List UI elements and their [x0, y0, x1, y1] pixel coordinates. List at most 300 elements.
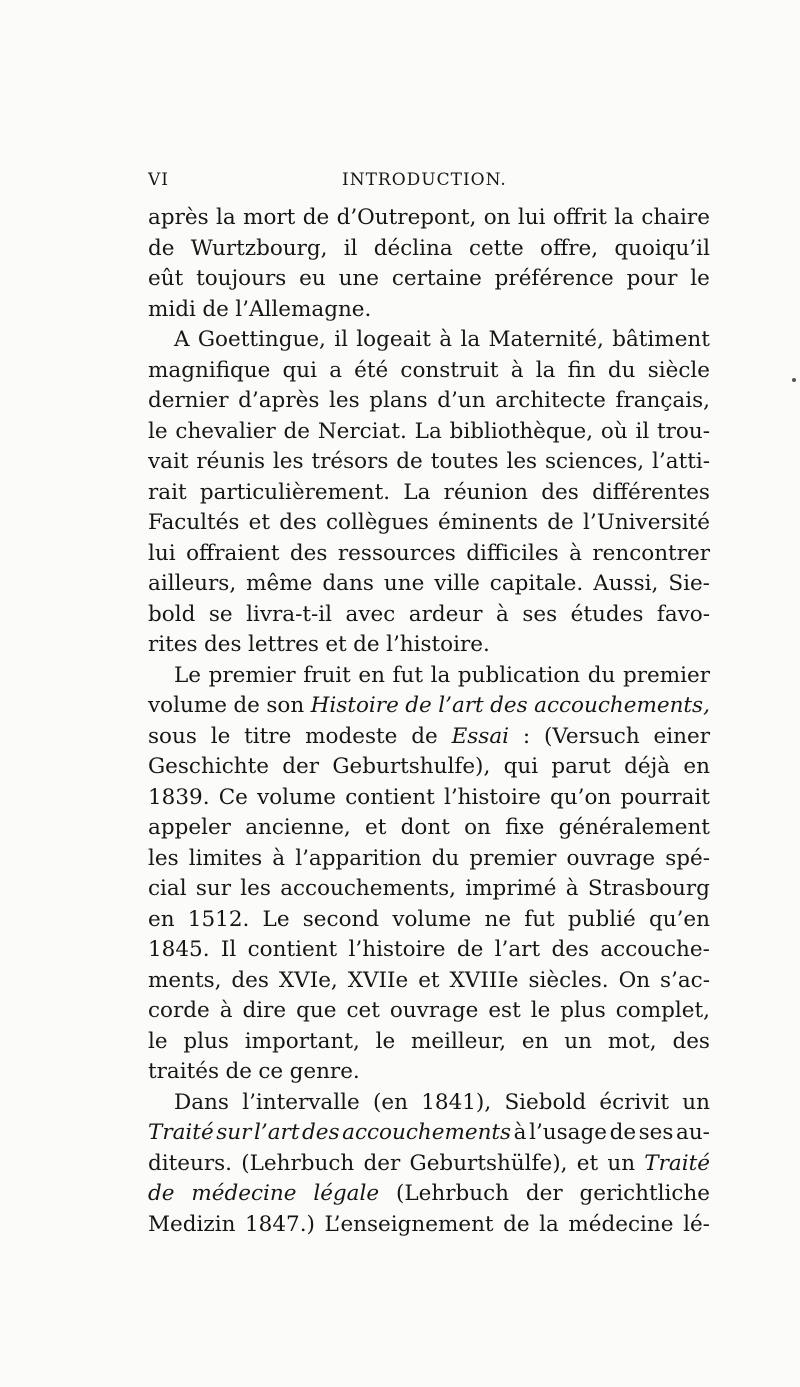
word: à: [513, 1120, 527, 1145]
word: la: [535, 357, 556, 383]
word: publication: [457, 662, 581, 688]
word: Aussi,: [593, 571, 659, 596]
word: modeste: [305, 723, 398, 749]
word: et: [325, 632, 347, 657]
running-title: INTRODUCTION.: [342, 170, 507, 190]
word: des: [279, 510, 317, 535]
word: des: [551, 937, 589, 962]
word: la: [216, 205, 236, 230]
word: premier: [469, 845, 557, 871]
word: en: [521, 1028, 549, 1054]
word: de: [411, 723, 438, 749]
word: il: [635, 418, 650, 444]
word: dernier: [148, 388, 229, 413]
word: rencontrer: [592, 540, 710, 566]
text-line: [148, 539, 710, 570]
word: sur: [195, 876, 232, 901]
word: des: [541, 479, 579, 505]
word: bibliothèque,: [449, 418, 594, 444]
word: les: [329, 388, 360, 413]
word: fruit: [303, 662, 351, 688]
italic-word: légale: [313, 1181, 380, 1206]
word: favo-: [656, 601, 710, 627]
word: midi: [148, 296, 196, 322]
word: à: [439, 327, 453, 352]
word: Geburtshülfe),: [409, 1150, 568, 1176]
word: avec: [345, 601, 396, 627]
word: de: [547, 510, 574, 535]
word: accouche-: [600, 937, 710, 962]
text-line: [148, 478, 710, 509]
word: des: [204, 632, 242, 657]
word: 1845.: [148, 937, 210, 962]
word: médecine: [568, 1211, 674, 1237]
word: le: [690, 266, 710, 291]
text-line: [148, 1179, 710, 1210]
word: :: [522, 723, 531, 749]
word: ressources: [337, 540, 456, 566]
word: offraient: [186, 540, 280, 566]
word: le: [148, 1028, 168, 1054]
word: capitale.: [489, 571, 584, 596]
word: lé-: [683, 1211, 710, 1237]
italic-word: Traité: [644, 1150, 710, 1176]
text-line: [148, 234, 710, 265]
word: Facultés: [148, 510, 240, 535]
text-line: [148, 264, 710, 295]
italic-word: de: [148, 1181, 175, 1206]
word: bold: [148, 601, 196, 627]
word: les: [506, 449, 538, 474]
paragraph-first-line: [148, 325, 710, 356]
word: que: [296, 998, 337, 1023]
word: (en: [372, 1089, 408, 1115]
word: Medizin: [148, 1211, 236, 1237]
word: second: [302, 906, 380, 932]
word: son: [266, 693, 305, 718]
word: Dans: [174, 1089, 229, 1115]
text-line: [148, 966, 710, 997]
word: meilleur,: [411, 1028, 507, 1054]
word: complet,: [615, 998, 710, 1023]
word: le: [148, 418, 168, 444]
word: der: [525, 1181, 563, 1206]
paragraph-first-line: [148, 661, 710, 692]
text-line: [148, 1118, 710, 1149]
word: l’apparition: [295, 845, 422, 871]
word: à: [272, 845, 286, 871]
text-line: [148, 386, 710, 417]
word: à: [496, 601, 509, 627]
word: A: [174, 327, 190, 352]
word: la: [539, 1211, 559, 1237]
word: fut: [524, 906, 555, 932]
word: Ce: [218, 784, 248, 810]
word: après: [148, 205, 209, 230]
word: trésors: [311, 449, 389, 474]
word: (Lehrbuch: [241, 1150, 355, 1176]
text-line: [148, 691, 710, 722]
word: 1841),: [421, 1089, 492, 1115]
text-line: [148, 203, 710, 234]
word: ments,: [148, 967, 222, 993]
word: eût: [148, 266, 184, 291]
word: Geburtshulfe),: [332, 754, 491, 779]
word: mot,: [607, 1028, 657, 1054]
word: d’après: [238, 388, 320, 413]
italic-word: médecine: [191, 1181, 297, 1206]
word: dans: [322, 571, 374, 596]
word: une: [338, 266, 379, 291]
word: 1847.): [244, 1211, 315, 1237]
word: appeler: [148, 815, 231, 840]
word: au-: [676, 1120, 710, 1145]
word: genre.: [289, 1059, 360, 1084]
word: des: [672, 1028, 710, 1054]
word: de: [353, 632, 380, 657]
word: premier: [622, 662, 710, 688]
word: un: [564, 1028, 592, 1054]
word: ailleurs,: [148, 571, 237, 596]
text-line: [148, 417, 710, 448]
word: offrit: [552, 205, 607, 230]
word: on: [464, 815, 491, 840]
word: études: [570, 601, 644, 627]
word: sous: [148, 723, 197, 749]
word: écrivit: [599, 1089, 669, 1115]
word: de: [609, 1120, 637, 1145]
word: XVIe,: [278, 967, 338, 993]
word: Maternité,: [488, 327, 604, 352]
text-line: [148, 935, 710, 966]
word: Strasbourg: [587, 876, 710, 901]
word: les: [148, 845, 179, 871]
text-line: [148, 1057, 710, 1088]
text-line: [148, 447, 710, 478]
text-line: [148, 1149, 710, 1180]
word: trou-: [657, 418, 710, 444]
word: l’Université: [583, 510, 710, 535]
word: une: [383, 571, 425, 596]
paragraph-first-line: [148, 1088, 710, 1119]
word: en: [358, 662, 385, 688]
word: français,: [615, 388, 710, 413]
word: le: [375, 1028, 396, 1054]
word: plus: [560, 998, 606, 1023]
word: réunis: [196, 449, 265, 474]
word: Le: [262, 906, 290, 932]
word: lettres: [247, 632, 319, 657]
word: ville: [434, 571, 480, 596]
word: eu: [299, 266, 326, 291]
text-line: [148, 600, 710, 631]
word: Il: [220, 937, 237, 962]
word: ouvrage: [389, 998, 479, 1023]
text-line: [148, 356, 710, 387]
word: plans: [369, 388, 428, 413]
word: le: [530, 998, 551, 1023]
word: été: [354, 357, 389, 383]
word: même: [246, 571, 313, 596]
word: cet: [346, 998, 380, 1023]
word: der: [282, 754, 320, 779]
word: dire: [242, 998, 287, 1023]
word: à: [569, 540, 582, 566]
word: der: [363, 1150, 401, 1176]
word: contient: [345, 784, 435, 810]
word: accouchements,: [280, 876, 456, 901]
text-line: [148, 295, 710, 326]
word: bâtiment: [612, 327, 710, 352]
word: et: [418, 967, 440, 993]
word: mort: [243, 205, 296, 230]
word: fut: [392, 662, 423, 688]
word: ouvrage: [566, 845, 656, 871]
word: 1839.: [148, 784, 210, 810]
italic-word: Essai: [451, 723, 510, 749]
word: (Versuch: [543, 723, 640, 749]
word: l’histoire.: [386, 632, 490, 657]
word: gerichtliche: [579, 1181, 710, 1206]
word: particulièrement.: [199, 479, 391, 505]
word: qui: [282, 357, 318, 383]
word: de: [302, 205, 330, 230]
word: limites: [188, 845, 263, 871]
italic-word: l’art: [254, 1120, 300, 1145]
print-speck: [792, 378, 796, 382]
word: pour: [626, 266, 678, 291]
word: Nerciat.: [317, 418, 407, 444]
word: premier: [208, 662, 296, 688]
word: l’Allemagne.: [235, 296, 372, 322]
word: ses: [522, 601, 558, 627]
word: La: [414, 418, 442, 444]
word: en: [683, 754, 710, 779]
word: il: [343, 235, 358, 261]
word: Wurtzbourg,: [190, 235, 328, 261]
word: chevalier: [175, 418, 276, 444]
word: lui: [517, 205, 546, 230]
word: important,: [244, 1028, 360, 1054]
word: corde: [148, 998, 210, 1023]
word: généralement: [558, 815, 710, 840]
word: Geschichte: [148, 754, 269, 779]
text-line: [148, 630, 710, 661]
word: einer: [653, 723, 710, 749]
word: toujours: [196, 266, 287, 291]
word: se: [208, 601, 233, 627]
italic-word: l’art: [438, 693, 484, 718]
word: lui: [148, 540, 176, 566]
word: qui: [503, 754, 539, 779]
text-line: [148, 569, 710, 600]
word: Goettingue,: [197, 327, 326, 352]
word: certaine: [391, 266, 482, 291]
word: différentes: [592, 479, 710, 505]
word: l’intervalle: [242, 1089, 360, 1115]
word: traités: [148, 1059, 220, 1084]
word: ardeur: [408, 601, 483, 627]
word: de: [202, 296, 229, 322]
word: contient: [247, 937, 338, 962]
word: les: [272, 449, 304, 474]
text-line: [148, 905, 710, 936]
word: l’art: [494, 937, 541, 962]
word: le: [210, 723, 231, 749]
text-line: [148, 874, 710, 905]
word: d’un: [437, 388, 486, 413]
word: la: [460, 327, 481, 352]
italic-word: de: [405, 693, 432, 718]
word: les: [240, 876, 271, 901]
word: de: [396, 449, 423, 474]
italic-word: sur: [216, 1120, 252, 1145]
word: des: [231, 967, 269, 993]
word: la: [430, 662, 451, 688]
word: difficiles: [466, 540, 559, 566]
word: construit: [400, 357, 499, 383]
word: XVIIIe: [449, 967, 519, 993]
word: du: [431, 845, 460, 871]
word: La: [403, 479, 431, 505]
word: publié: [567, 906, 636, 932]
word: XVIIe: [347, 967, 409, 993]
word: Siebold: [504, 1089, 587, 1115]
word: du: [587, 662, 616, 688]
word: préférence: [494, 266, 614, 291]
italic-word: des: [302, 1120, 340, 1145]
word: L’enseignement: [324, 1211, 494, 1237]
word: sciences,: [544, 449, 645, 474]
word: pourrait: [620, 784, 710, 810]
word: où: [600, 418, 628, 444]
word: à: [510, 357, 524, 383]
word: On: [618, 967, 651, 993]
word: dont: [400, 815, 450, 840]
text-line: [148, 1027, 710, 1058]
word: siècles.: [528, 967, 609, 993]
word: spé-: [665, 845, 710, 871]
word: vait: [148, 449, 189, 474]
word: l’atti-: [652, 449, 710, 474]
word: de: [148, 235, 175, 261]
word: s’ac-: [660, 967, 710, 993]
word: en: [148, 906, 175, 932]
word: siècle: [647, 357, 710, 383]
word: 1512.: [187, 906, 250, 932]
text-line: [148, 996, 710, 1027]
word: de: [225, 1059, 252, 1084]
word: volume: [148, 693, 227, 718]
word: un: [682, 1089, 710, 1115]
word: parut: [551, 754, 611, 779]
word: rait: [148, 479, 187, 505]
body-text: [148, 203, 710, 1240]
text-line: [148, 783, 710, 814]
word: de: [503, 1211, 530, 1237]
text-line: [148, 722, 710, 753]
word: a: [329, 357, 343, 383]
word: imprimé: [465, 876, 557, 901]
word: chaire: [641, 205, 710, 230]
text-line: [148, 508, 710, 539]
word: (Lehrbuch: [395, 1181, 509, 1206]
text-line: [148, 813, 710, 844]
word: magnifique: [148, 357, 271, 383]
word: ce: [258, 1059, 284, 1084]
word: volume: [392, 906, 472, 932]
word: la: [614, 205, 634, 230]
page-number: VI: [148, 170, 169, 190]
word: l’histoire: [348, 937, 446, 962]
word: cial: [148, 876, 187, 901]
word: un: [607, 1150, 636, 1176]
word: plus: [183, 1028, 229, 1054]
word: à: [219, 998, 233, 1023]
italic-word: des: [490, 693, 528, 718]
italic-word: accouchements: [342, 1120, 512, 1145]
word: déclina: [373, 235, 453, 261]
word: logeait: [356, 327, 431, 352]
word: des: [289, 540, 328, 566]
word: ancienne,: [245, 815, 351, 840]
word: ses: [638, 1120, 674, 1145]
word: livra-t-il: [246, 601, 333, 627]
word: fixe: [505, 815, 545, 840]
word: d’Outrepont,: [336, 205, 477, 230]
word: éminents: [438, 510, 539, 535]
word: du: [607, 357, 636, 383]
text-line: [148, 1210, 710, 1241]
word: et: [576, 1150, 599, 1176]
word: déjà: [624, 754, 671, 779]
italic-word: Histoire: [310, 693, 399, 718]
word: de: [456, 937, 484, 962]
word: offre,: [540, 235, 599, 261]
word: ne: [484, 906, 512, 932]
word: architecte: [495, 388, 606, 413]
text-line: [148, 752, 710, 783]
word: est: [488, 998, 521, 1023]
word: l’usage: [529, 1120, 607, 1145]
word: on: [483, 205, 511, 230]
word: titre: [244, 723, 292, 749]
word: l’histoire: [443, 784, 541, 810]
word: qu’en: [648, 906, 710, 932]
word: de: [233, 693, 260, 718]
word: fin: [567, 357, 596, 383]
italic-word: Traité: [148, 1120, 214, 1145]
word: il: [334, 327, 348, 352]
word: rites: [148, 632, 198, 657]
word: diteurs.: [148, 1150, 232, 1176]
word: de: [283, 418, 311, 444]
word: cette: [468, 235, 524, 261]
word: quoiqu’il: [614, 235, 710, 261]
word: et: [248, 510, 271, 535]
word: Le: [174, 662, 202, 688]
word: toutes: [430, 449, 499, 474]
word: et: [365, 815, 387, 840]
word: Sie-: [668, 571, 710, 596]
word: collègues: [325, 510, 429, 535]
word: réunion: [443, 479, 529, 505]
running-head: [144, 168, 710, 194]
word: qu’on: [550, 784, 612, 810]
text-line: [148, 844, 710, 875]
word: à: [565, 876, 579, 901]
italic-word: accouchements,: [534, 693, 710, 718]
